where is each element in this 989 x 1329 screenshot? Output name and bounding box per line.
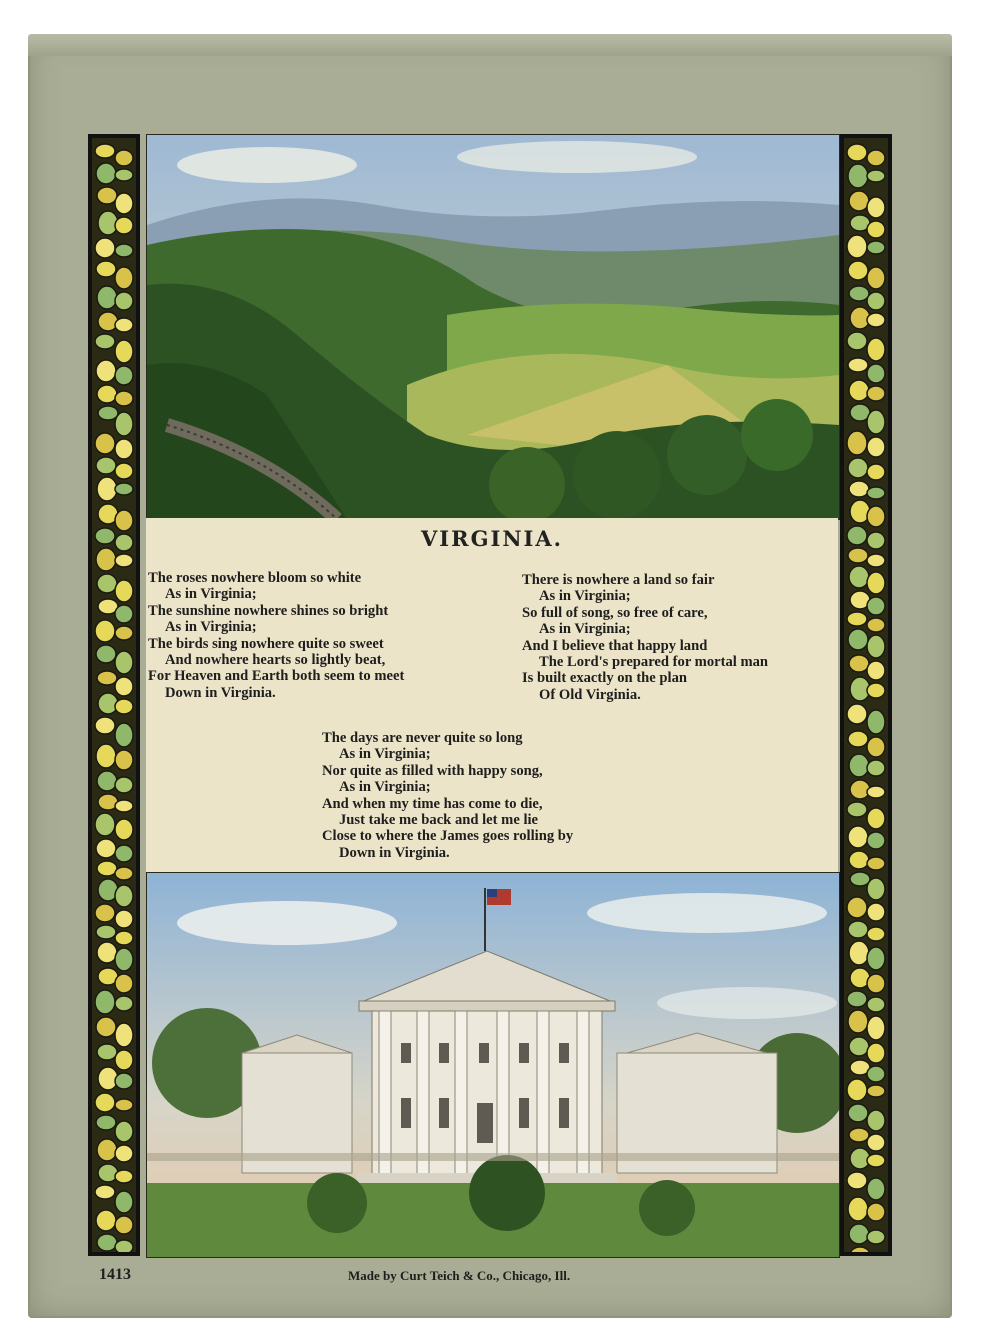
poem-stanza-2 [522,572,768,703]
poem-line: Close to where the James goes rolling by [322,828,574,845]
poem-line: Down in Virginia. [339,844,450,861]
poem-title: VIRGINIA. [421,526,563,551]
pebble-pattern [844,138,888,1252]
poem-stanza-1 [148,570,404,701]
poem-line: As in Virginia; [539,621,631,638]
poem-line: Is built exactly on the plan [522,670,688,687]
publisher-credit: Made by Curt Teich & Co., Chicago, Ill. [348,1268,571,1283]
poem-line: The Lord's prepared for mortal man [539,654,769,671]
poem-line: There is nowhere a land so fair [522,572,715,588]
mountain-valley-illustration [146,134,840,520]
poem-line: The roses nowhere bloom so white [148,570,362,586]
left-decorative-border [88,134,140,1256]
poem-line: And nowhere hearts so lightly beat, [165,652,386,669]
poem-panel [146,518,838,872]
poem-line: Of Old Virginia. [539,686,641,703]
poem-line: The sunshine nowhere shines so bright [148,602,389,619]
poem-line: As in Virginia; [539,588,631,605]
folder-spine [28,34,952,56]
poem-stanza-3 [322,730,573,861]
pebble-pattern [92,138,136,1252]
poem-line: As in Virginia; [165,619,257,636]
right-decorative-border [840,134,892,1256]
state-capitol-illustration [146,872,840,1258]
card-number: 1413 [99,1266,131,1283]
poem-line: The days are never quite so long [322,730,523,746]
poem-line: The birds sing nowhere quite so sweet [148,635,384,652]
poem-line: Nor quite as filled with happy song, [322,762,543,779]
poem-line: Just take me back and let me lie [339,812,539,829]
poem-line: As in Virginia; [339,746,431,763]
poem-line: For Heaven and Earth both seem to meet [148,668,405,685]
poem-line: As in Virginia; [339,779,431,796]
poem-line: And I believe that happy land [522,637,708,654]
poem-line: As in Virginia; [165,586,257,603]
poem-line: Down in Virginia. [165,684,276,701]
poem-line: So full of song, so free of care, [522,604,708,621]
poem-line: And when my time has come to die, [322,795,543,812]
